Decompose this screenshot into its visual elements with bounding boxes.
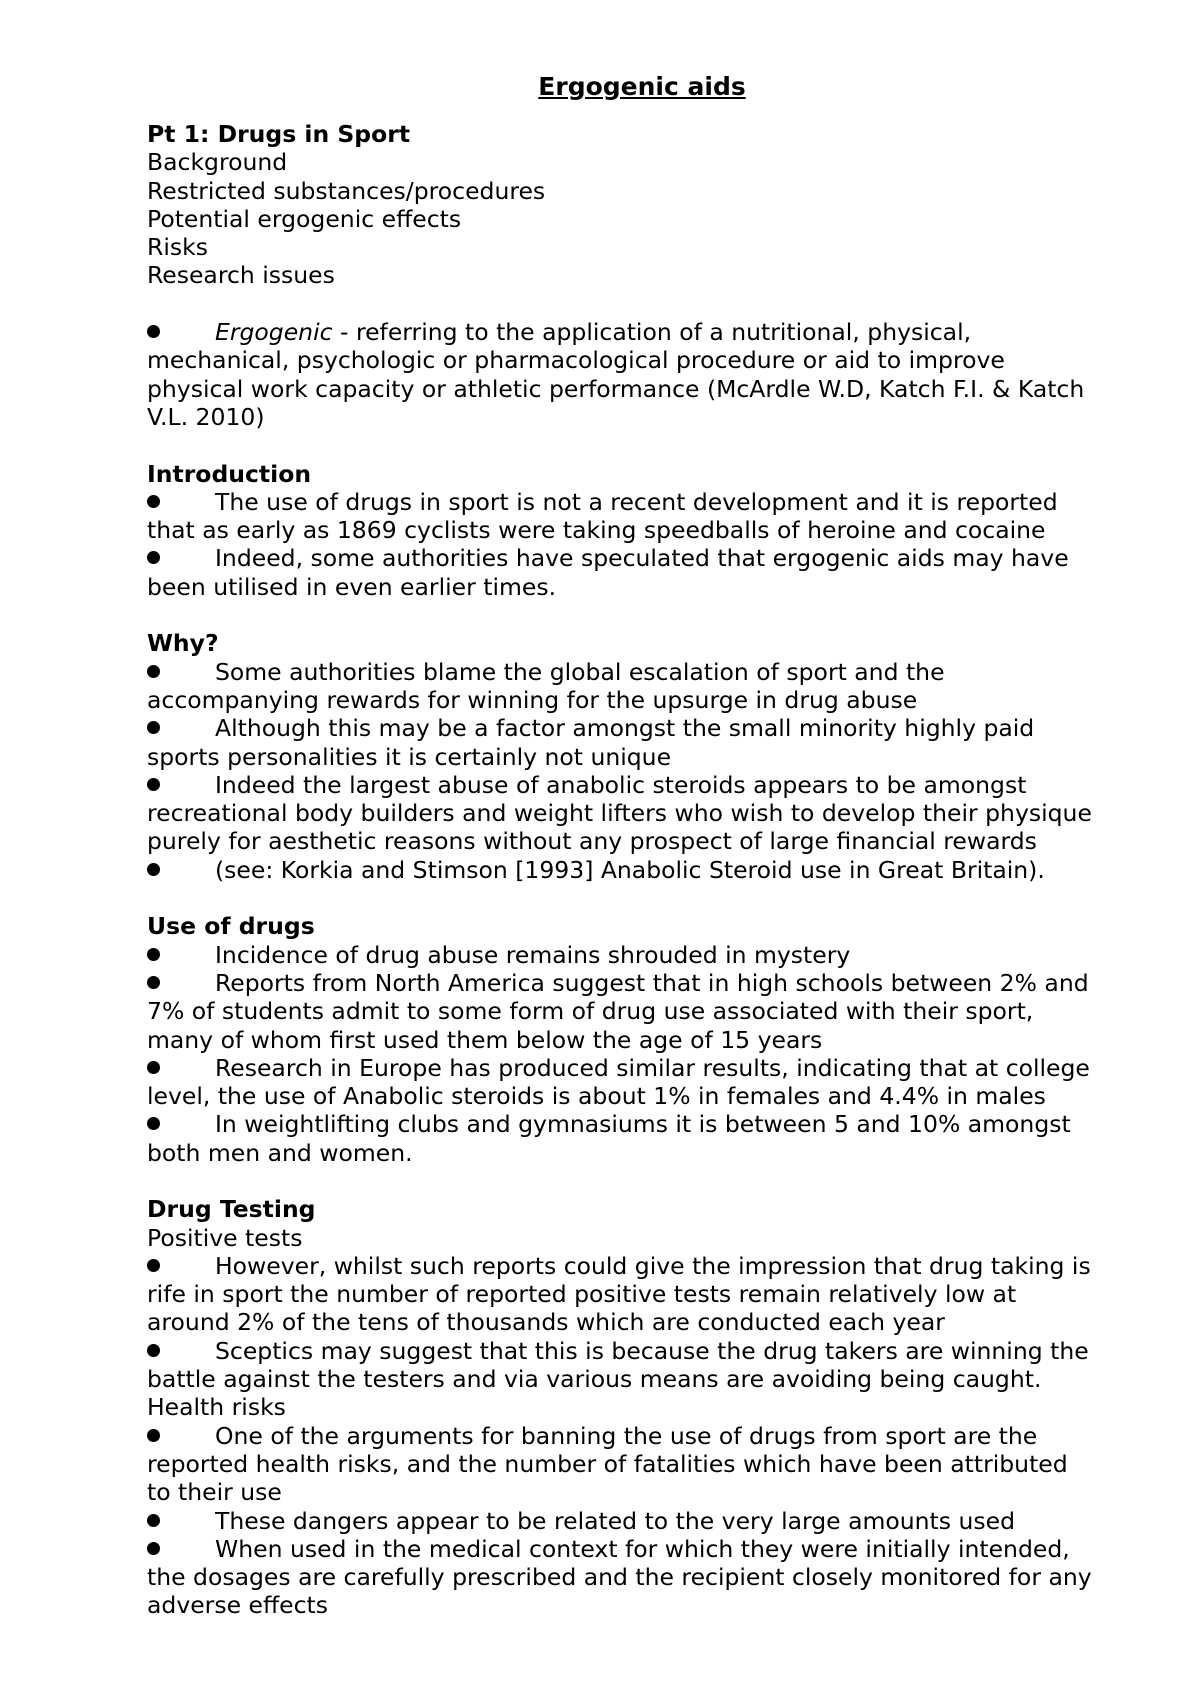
document-page [147, 70, 1137, 1620]
bullet-text: Indeed the largest abuse of anabolic steroids appears to be amongst [215, 770, 1027, 799]
bullet-text: 7% of students admit to some form of drug use associated with their sport, [147, 997, 1034, 1026]
bullet-text: the dosages are carefully prescribed and the recipient closely monitored for any [147, 1563, 1092, 1592]
pt1-item: Research issues [147, 261, 335, 290]
bullet-text: level, the use of Anabolic steroids is about 1% in females and 4.4% in males [147, 1082, 1046, 1111]
bullet-text: Indeed, some authorities have speculated that ergogenic aids may have [215, 544, 1069, 573]
bullet-icon [147, 1542, 160, 1555]
bullet-icon [147, 948, 160, 961]
definition-text: V.L. 2010) [147, 402, 265, 431]
bullet-text: Although this may be a factor amongst the small minority highly paid [215, 714, 1035, 743]
bullet-text: Research in Europe has produced similar results, indicating that at college [215, 1053, 1090, 1082]
bullet-icon [147, 665, 160, 678]
bullet-icon [147, 1429, 160, 1442]
bullet-text: reported health risks, and the number of fatalities which have been attributed [147, 1449, 1068, 1478]
bullet-text: many of whom first used them below the age of 15 years [147, 1025, 823, 1054]
bullet-item [147, 1337, 1137, 1394]
bullet-item [147, 714, 1137, 771]
bullet-icon [147, 721, 160, 734]
bullet-text: (see: Korkia and Stimson [1993] Anabolic Steroid use in Great Britain). [215, 855, 1045, 884]
bullet-text: When used in the medical context for which they were initially intended, [215, 1534, 1070, 1563]
pt1-item: Background [147, 148, 288, 177]
why-heading: Why? [147, 629, 219, 658]
definition-term: Ergogenic [215, 318, 333, 347]
bullet-item [147, 1252, 1137, 1337]
definition-text: mechanical, psychologic or pharmacological procedure or aid to improve [147, 346, 1005, 375]
bullet-icon [147, 1344, 160, 1357]
bullet-icon [147, 495, 160, 508]
bullet-icon [147, 325, 160, 338]
bullet-icon [147, 976, 160, 989]
pt1-item: Risks [147, 233, 208, 262]
bullet-text: to their use [147, 1478, 282, 1507]
bullet-icon [147, 1514, 160, 1527]
bullet-item [147, 1535, 1137, 1620]
bullet-item [147, 1110, 1137, 1167]
bullet-text: sports personalities it is certainly not unique [147, 742, 672, 771]
bullet-icon [147, 1117, 160, 1130]
page-title: Ergogenic aids [538, 72, 746, 101]
bullet-item [147, 1054, 1137, 1111]
bullet-item [147, 488, 1137, 545]
bullet-text: Sceptics may suggest that this is because the drug takers are winning the [215, 1336, 1089, 1365]
definition-text: - referring to the application of a nutritional, physical, [332, 318, 972, 347]
bullet-text: rife in sport the number of reported positive tests remain relatively low at [147, 1280, 1017, 1309]
bullet-text: accompanying rewards for winning for the upsurge in drug abuse [147, 685, 918, 714]
bullet-icon [147, 1061, 160, 1074]
bullet-text: These dangers appear to be related to the very large amounts used [215, 1506, 1015, 1535]
bullet-text: been utilised in even earlier times. [147, 572, 557, 601]
pt1-item: Restricted substances/procedures [147, 176, 546, 205]
bullet-icon [147, 778, 160, 791]
positive-tests-subheading: Positive tests [147, 1223, 303, 1252]
bullet-text: The use of drugs in sport is not a recent development and it is reported [215, 487, 1058, 516]
use-of-drugs-heading: Use of drugs [147, 912, 315, 941]
bullet-text: adverse effects [147, 1591, 329, 1620]
bullet-item [147, 544, 1137, 601]
bullet-text: both men and women. [147, 1138, 413, 1167]
bullet-text: recreational body builders and weight lifters who wish to develop their physique [147, 799, 1092, 828]
bullet-text: Reports from North America suggest that in high schools between 2% and [215, 968, 1089, 997]
bullet-icon [147, 551, 160, 564]
bullet-text: battle against the testers and via various means are avoiding being caught. [147, 1365, 1042, 1394]
bullet-text: Some authorities blame the global escalation of sport and the [215, 657, 945, 686]
bullet-item [147, 969, 1137, 1054]
bullet-item [147, 1422, 1137, 1507]
introduction-heading: Introduction [147, 459, 312, 488]
bullet-item [147, 941, 1137, 969]
why-bullets [147, 658, 1137, 884]
bullet-text: Incidence of drug abuse remains shrouded in mystery [215, 940, 851, 969]
definition-bullet [147, 318, 1137, 431]
bullet-icon [147, 863, 160, 876]
bullet-text: In weightlifting clubs and gymnasiums it is between 5 and 10% amongst [215, 1110, 1071, 1139]
bullet-text: around 2% of the tens of thousands which are conducted each year [147, 1308, 945, 1337]
bullet-item [147, 658, 1137, 715]
bullet-text: However, whilst such reports could give the impression that drug taking is [215, 1251, 1091, 1280]
bullet-text: that as early as 1869 cyclists were taking speedballs of heroine and cocaine [147, 516, 1046, 545]
bullet-item [147, 1507, 1137, 1535]
use-of-drugs-bullets [147, 941, 1137, 1167]
definition-text: physical work capacity or athletic performance (McArdle W.D, Katch F.I. & Katch [147, 374, 1085, 403]
bullet-item [147, 771, 1137, 856]
bullet-icon [147, 1259, 160, 1272]
health-risks-subheading: Health risks [147, 1393, 286, 1422]
positive-tests-bullets [147, 1252, 1137, 1393]
drug-testing-heading: Drug Testing [147, 1195, 316, 1224]
bullet-text: One of the arguments for banning the use of drugs from sport are the [215, 1421, 1038, 1450]
introduction-bullets [147, 488, 1137, 601]
pt1-item: Potential ergogenic effects [147, 204, 462, 233]
bullet-text: purely for aesthetic reasons without any prospect of large financial rewards [147, 827, 1037, 856]
bullet-item [147, 856, 1137, 884]
health-risks-bullets [147, 1422, 1137, 1620]
pt1-heading: Pt 1: Drugs in Sport [147, 120, 411, 148]
